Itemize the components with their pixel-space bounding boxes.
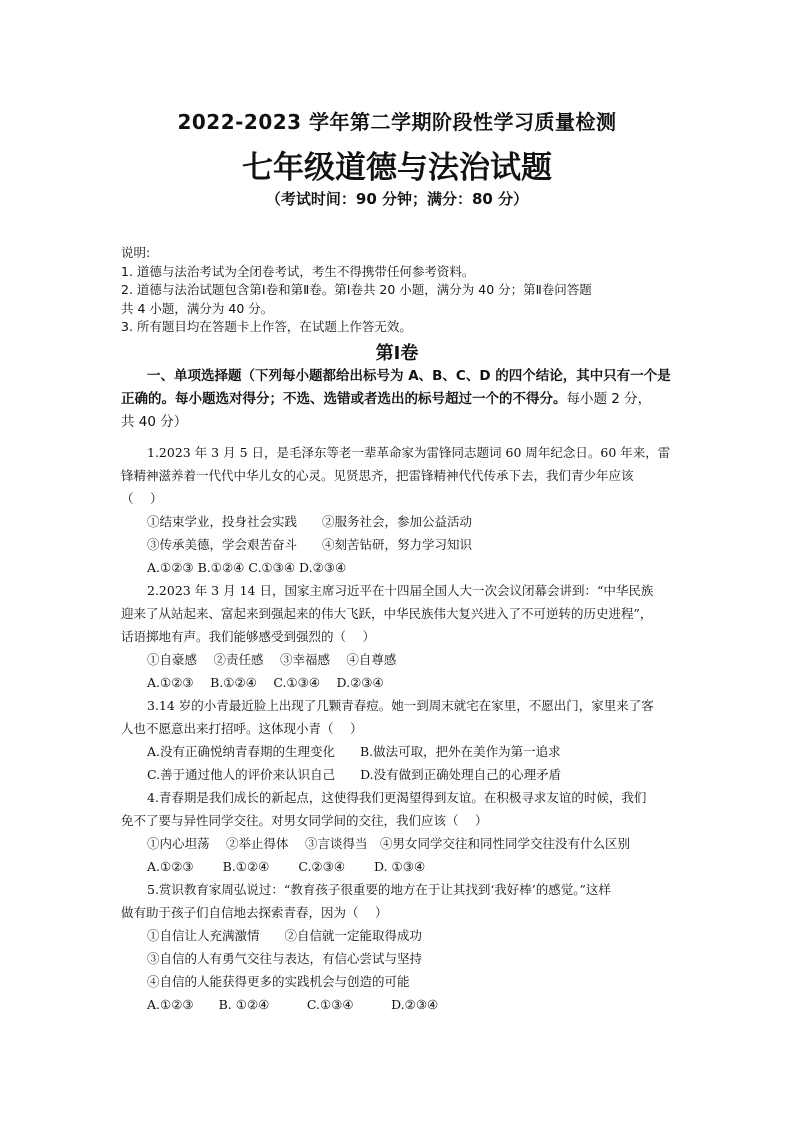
instruction-item: 3. 所有题目均在答题卡上作答，在试题上作答无效。: [121, 319, 412, 334]
question-3: [121, 694, 681, 786]
exam-time-score: （考试时间：90 分钟；满分：80 分）: [265, 190, 529, 208]
question-1: [121, 441, 681, 579]
section-heading: [121, 364, 681, 433]
question-2: [121, 579, 681, 694]
exam-subject-title: 七年级道德与法治试题: [242, 150, 552, 186]
question-text: 1.2023 年 3 月 5 日，是毛泽东等老一辈革命家为雷锋同志题词 60 周年纪念日。60 年来，雷: [147, 445, 671, 460]
answer-choices: C.善于通过他人的评价来认识自己 D.没有做到正确处理自己的心理矛盾: [147, 767, 562, 782]
question-list: [121, 441, 681, 1016]
question-text: 2.2023 年 3 月 14 日，国家主席习近平在十四届全国人大一次会议闭幕会讲到：“中华民族: [147, 583, 654, 598]
question-text: 免不了要与异性同学交往。对男女同学间的交往，我们应该（ ）: [121, 813, 488, 828]
section-line-bold: 正确的。每小题选对得分；不选、选错或者选出的标号超过一个的不得分。: [121, 391, 567, 407]
question-4: [121, 786, 681, 878]
answer-choices: A.①②③ B.①②④ C.②③④ D. ①③④: [147, 859, 426, 874]
instructions: [121, 244, 681, 337]
question-text: 4.青春期是我们成长的新起点，这使得我们更渴望得到友谊。在积极寻求友谊的时候，我们: [147, 790, 647, 805]
section-line-rest: 每小题 2 分，: [566, 391, 652, 407]
question-option: ①结束学业，投身社会实践 ②服务社会，参加公益活动: [147, 514, 473, 529]
answer-choices: A.①②③ B. ①②④ C.①③④ D.②③④: [147, 997, 439, 1012]
instruction-item: 1. 道德与法治考试为全闭卷考试，考生不得携带任何参考资料。: [121, 263, 475, 279]
answer-choices: A.没有正确悦纳青春期的生理变化 B.做法可取，把外在美作为第一追求: [147, 744, 561, 759]
instruction-item: 共 4 小题，满分为 40 分。: [121, 300, 274, 316]
instruction-item: 2. 道德与法治试题包含第Ⅰ卷和第Ⅱ卷。第Ⅰ卷共 20 小题，满分为 40 分；第Ⅱ卷问答题: [121, 282, 592, 297]
question-text: 人也不愿意出来打招呼。这体现小青（ ）: [121, 721, 363, 736]
question-5: [121, 878, 681, 1016]
question-option: ③自信的人有勇气交往与表达，有信心尝试与坚持: [147, 951, 423, 966]
question-text: 话语掷地有声。我们能够感受到强烈的（ ）: [121, 629, 375, 644]
question-text: 迎来了从站起来、富起来到强起来的伟大飞跃，中华民族伟大复兴进入了不可逆转的历史进程”，: [121, 606, 653, 621]
question-text: 5.赏识教育家周弘说过：“教育孩子很重要的地方在于让其找到‘我好棒’的感觉。”这样: [147, 882, 611, 897]
question-option: ①自信让人充满激情 ②自信就一定能取得成功: [147, 928, 423, 943]
question-text: 做有助于孩子们自信地去探索青春，因为（ ）: [121, 905, 388, 920]
answer-choices: A.①②③ B.①②④ C.①③④ D.②③④: [147, 675, 384, 690]
question-text: 锋精神滋养着一代代中华儿女的心灵。见贤思齐，把雷锋精神代代传承下去，我们青少年应该: [121, 468, 634, 483]
question-option: ①自豪感 ②责任感 ③幸福感 ④自尊感: [147, 652, 397, 667]
instructions-heading: 说明:: [121, 245, 151, 260]
answer-choices: A.①②③ B.①②④ C.①③④ D.②③④: [147, 560, 347, 575]
exam-period-title: 2022-2023 学年第二学期阶段性学习质量检测: [177, 110, 617, 134]
question-option: ①内心坦荡 ②举止得体 ③言谈得当 ④男女同学交往和同性同学交往没有什么区别: [147, 836, 630, 851]
question-option: ③传承美德，学会艰苦奋斗 ④刻苦钻研，努力学习知识: [147, 537, 473, 552]
section-line: 一、单项选择题（下列每小题都给出标号为 A、B、C、D 的四个结论，其中只有一个是: [147, 368, 671, 384]
question-option: ④自信的人能获得更多的实践机会与创造的可能: [147, 974, 410, 989]
section-line: 共 40 分）: [121, 414, 188, 430]
question-text: 3.14 岁的小青最近脸上出现了几颗青春痘。她一到周末就宅在家里，不愿出门，家里来了客: [147, 698, 654, 713]
volume-title: 第Ⅰ卷: [375, 343, 419, 364]
question-text: （ ）: [121, 491, 163, 506]
